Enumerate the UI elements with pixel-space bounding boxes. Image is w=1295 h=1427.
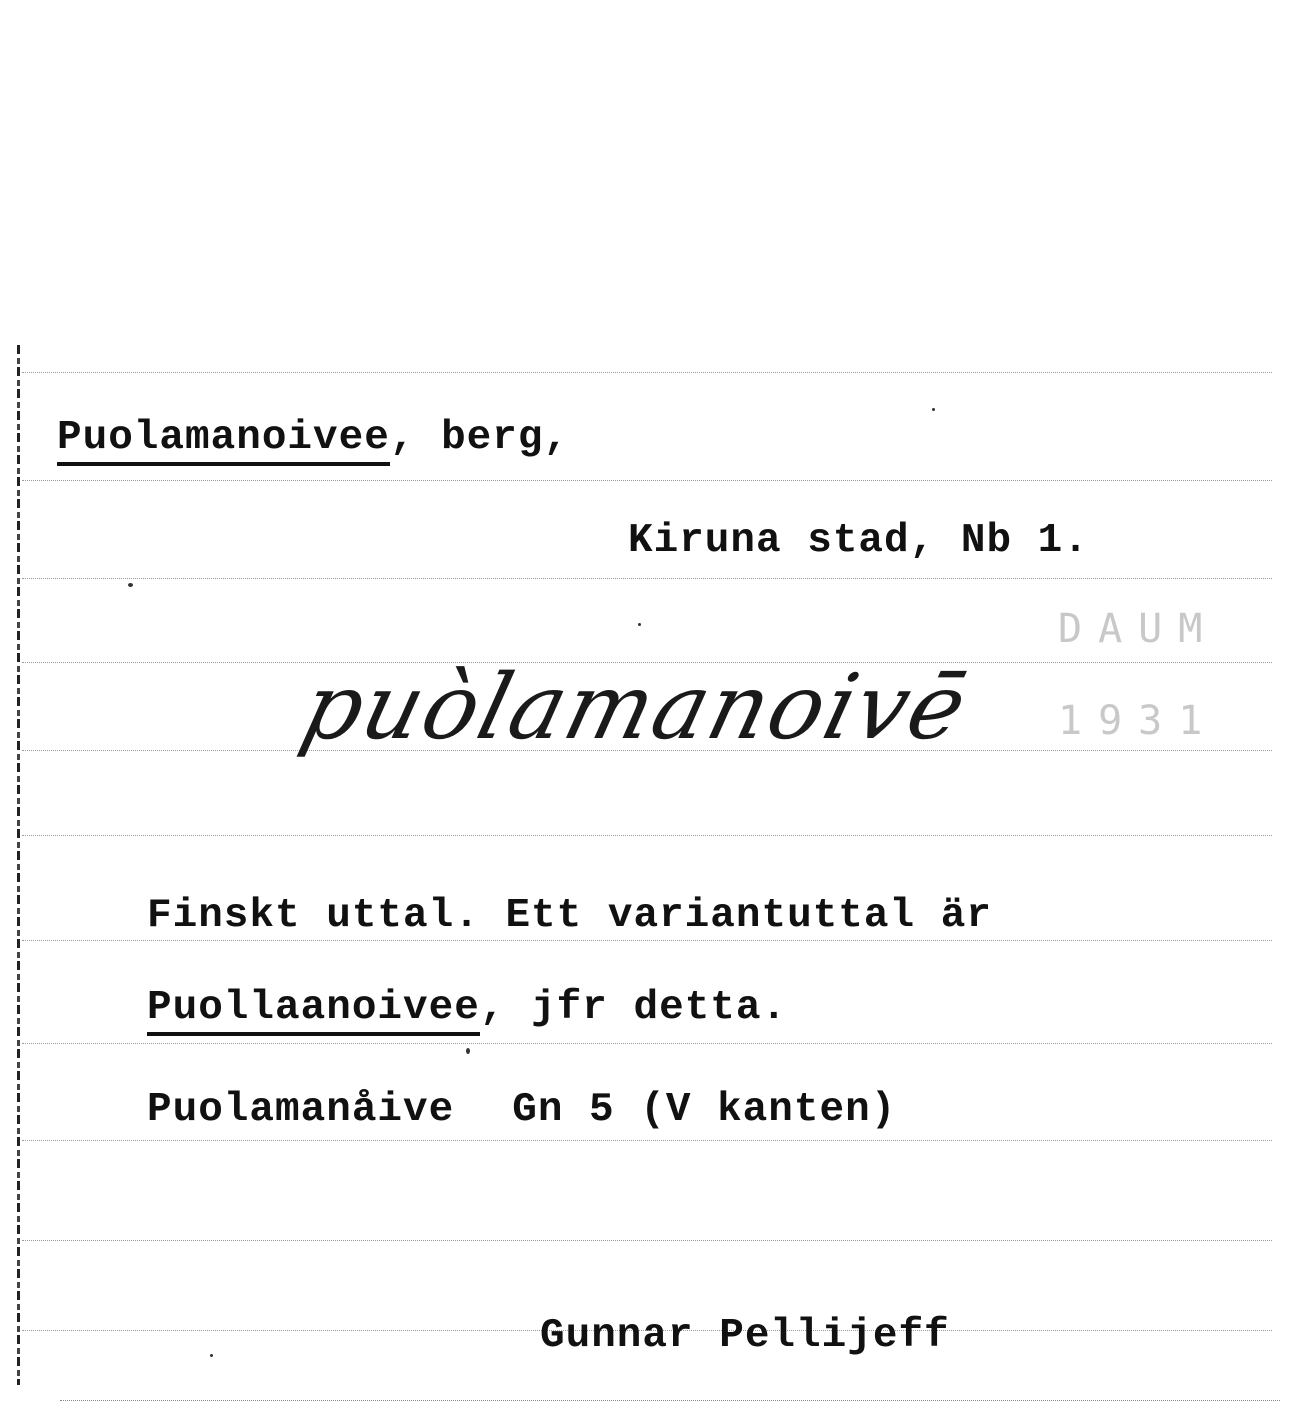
variant-suffix: , jfr detta. <box>479 985 788 1031</box>
date-stamp-line1: DAUM <box>1058 606 1219 652</box>
date-stamp-line2: 1931 <box>1058 698 1219 744</box>
bottom-rule <box>60 1400 1280 1401</box>
scan-speck <box>932 408 935 411</box>
scan-speck <box>638 623 641 626</box>
headword-suffix: , berg, <box>389 415 570 461</box>
scan-speck <box>466 1048 470 1054</box>
note-line-3 <box>147 1087 896 1133</box>
headword-line <box>57 415 569 461</box>
ruled-line <box>22 1240 1272 1241</box>
location: Kiruna stad, Nb 1. <box>628 518 1089 564</box>
map-reference: Gn 5 (V kanten) <box>512 1087 897 1133</box>
ruled-line <box>22 1043 1272 1044</box>
ruled-line <box>22 835 1272 836</box>
ruled-line <box>22 940 1272 941</box>
ruled-line <box>22 1140 1272 1141</box>
card-left-edge <box>17 345 20 1385</box>
scan-speck <box>210 1354 213 1357</box>
handwritten-pronunciation: puòlamanoivē <box>291 655 979 760</box>
scan-speck <box>128 583 133 587</box>
note-line-2 <box>147 985 787 1031</box>
place-name-variant: Puolamanåive <box>147 1087 455 1133</box>
ruled-line <box>22 578 1272 579</box>
signature: Gunnar Pellijeff <box>540 1313 950 1359</box>
headword: Puolamanoivee <box>57 415 390 466</box>
variant-word: Puollaanoivee <box>147 985 480 1036</box>
ruled-line <box>22 372 1272 373</box>
ruled-line <box>22 480 1272 481</box>
note-line-1: Finskt uttal. Ett variantuttal är <box>147 893 992 939</box>
